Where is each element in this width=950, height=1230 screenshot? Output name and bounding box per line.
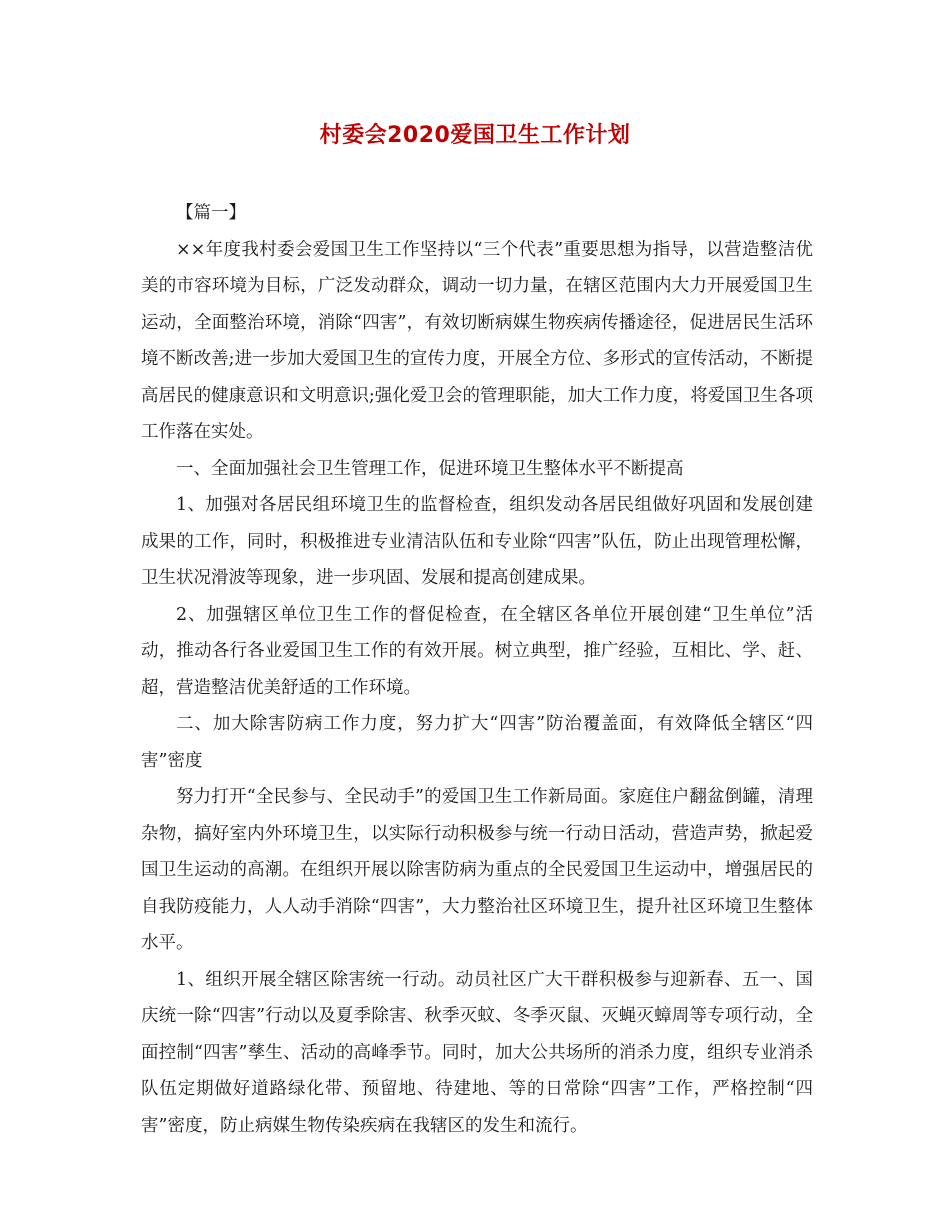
body-paragraph: 1、组织开展全辖区除害统一行动。动员社区广大干群积极参与迎新春、五一、国庆统一除“四害”行动以及夏季除害、秋季灭蚊、冬季灭鼠、灭蝇灭蟑周等专项行动，全面控制“四害”孳生、活动的高峰季节。同时，加大公共场所的消杀力度，组织专业消杀队伍定期做好道路绿化带、预留地、待建地、等的日常除“四害”工作，严格控制“四害”密度，防止病媒生物传染疾病在我辖区的发生和流行。 — [141, 969, 813, 1136]
body-paragraph: 1、加强对各居民组环境卫生的监督检查，组织发动各居民组做好巩固和发展创建成果的工作，同时，积极推进专业清洁队伍和专业除“四害”队伍，防止出现管理松懈，卫生状况滑波等现象，进一步巩固、发展和提高创建成果。 — [141, 495, 813, 588]
body-paragraph: 努力打开“全民参与、全民动手”的爱国卫生工作新局面。家庭住户翻盆倒罐，清理杂物，搞好室内外环境卫生，以实际行动积极参与统一行动日活动，营造声势，掀起爱国卫生运动的高潮。在组织开展以除害防病为重点的全民爱国卫生运动中，增强居民的自我防疫能力，人人动手消除“四害”，大力整治社区环境卫生，提升社区环境卫生整体水平。 — [141, 787, 813, 953]
document-body — [141, 195, 813, 1144]
body-paragraph: 2、加强辖区单位卫生工作的督促检查，在全辖区各单位开展创建“卫生单位”活动，推动各行各业爱国卫生工作的有效开展。树立典型，推广经验，互相比、学、赶、超，营造整洁优美舒适的工作环境。 — [141, 604, 813, 698]
document-title: 村委会2020爱国卫生工作计划 — [319, 123, 631, 148]
section-heading: 【篇一】 — [176, 203, 246, 223]
subsection-heading: 二、加大除害防病工作力度，努力扩大“四害”防治覆盖面，有效降低全辖区“四害”密度 — [141, 714, 813, 771]
body-paragraph: ××年度我村委会爱国卫生工作坚持以“三个代表”重要思想为指导，以营造整洁优美的市容环境为目标，广泛发动群众，调动一切力量，在辖区范围内大力开展爱国卫生运动，全面整治环境，消除“四害”，有效切断病媒生物疾病传播途径，促进居民生活环境不断改善;进一步加大爱国卫生的宣传力度，开展全方位、多形式的宣传活动，不断提高居民的健康意识和文明意识;强化爱卫会的管理职能，加大工作力度，将爱国卫生各项工作落在实处。 — [141, 239, 813, 442]
subsection-heading: 一、全面加强社会卫生管理工作，促进环境卫生整体水平不断提高 — [176, 458, 684, 479]
